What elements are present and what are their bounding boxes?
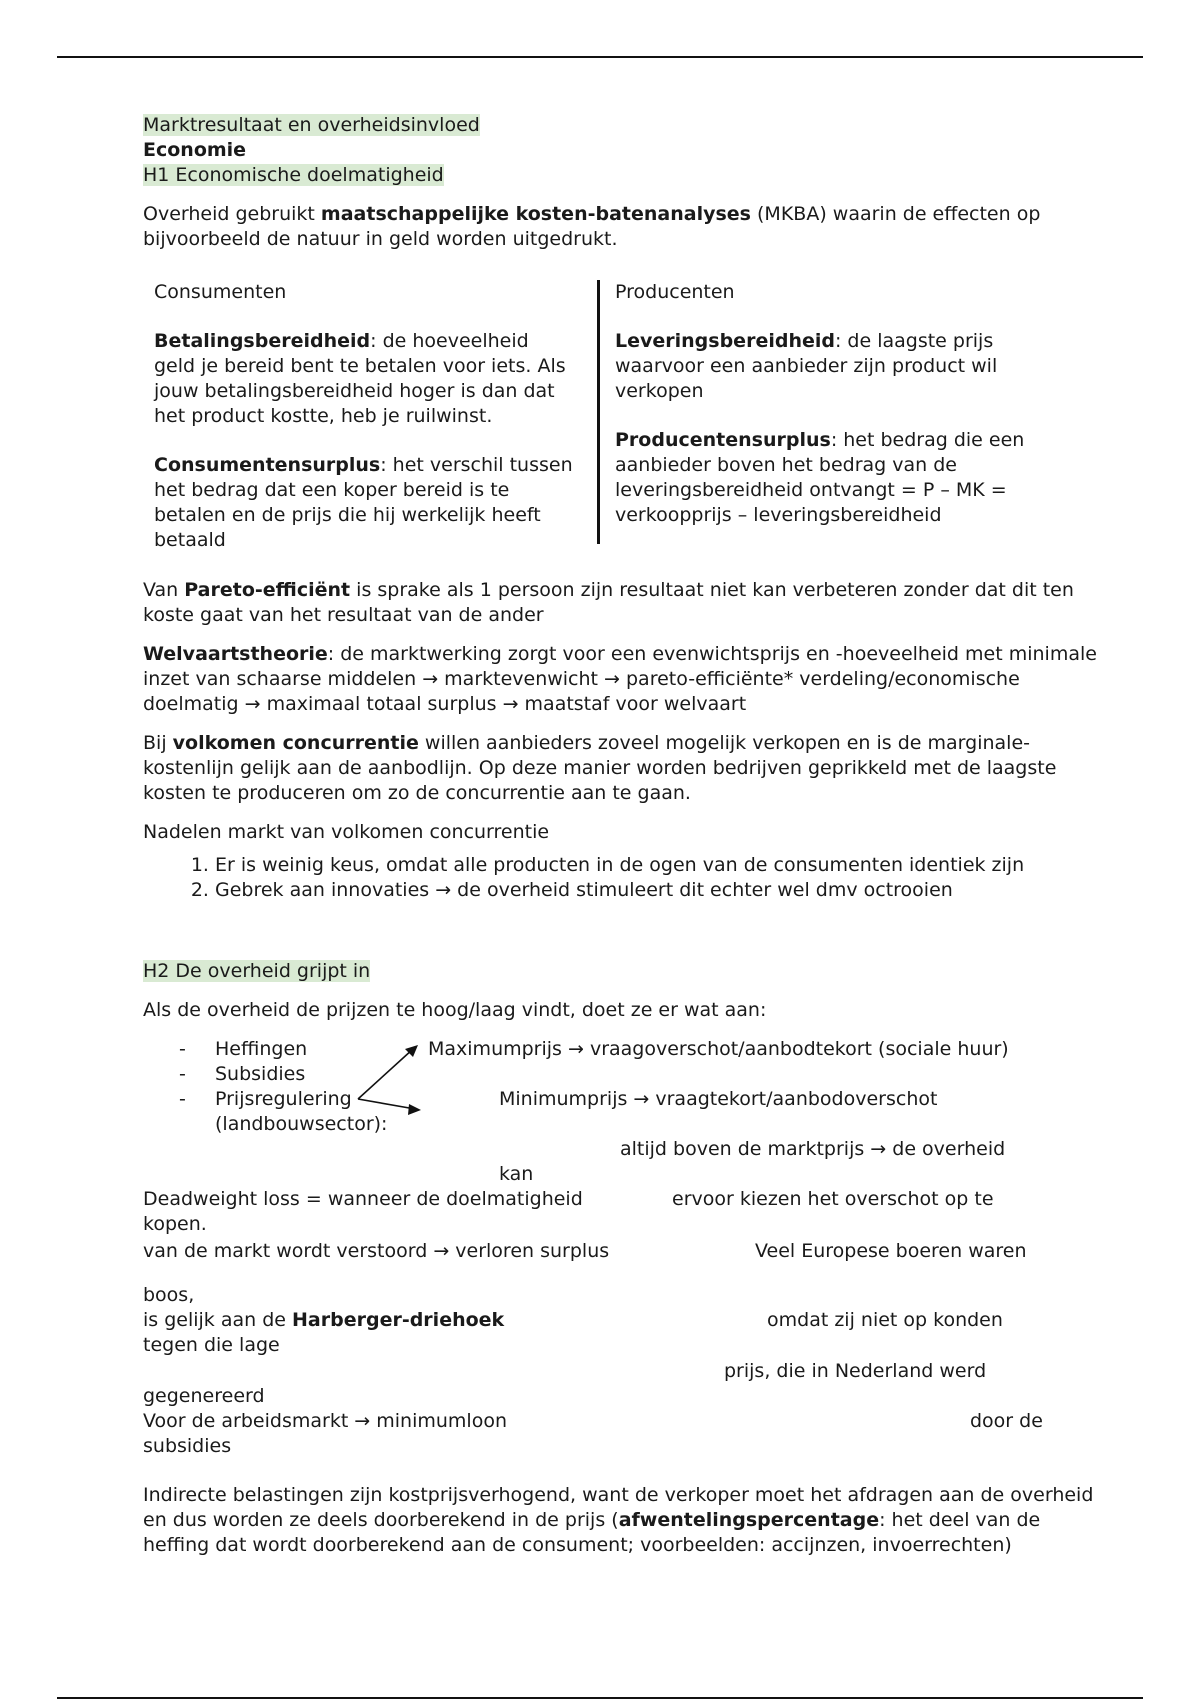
right-line-3: ervoor kiezen het overschot op te xyxy=(672,1188,994,1210)
comparison-columns xyxy=(143,280,1103,578)
leveringsbereidheid-definition: Leveringsbereidheid: de laagste prijs waarvoor een aanbieder zijn product wil verkopen xyxy=(615,330,998,402)
left-line-12: subsidies xyxy=(143,1435,232,1457)
left-line-4: kopen. xyxy=(143,1213,207,1235)
minimumloon-line: Voor de arbeidsmarkt → minimumloon xyxy=(143,1410,508,1432)
welvaartstheorie-paragraph: Welvaartstheorie: de marktwerking zorgt voor een evenwichtsprijs en -hoeveelheid met minimale inzet van schaarse middelen → marktevenwicht → pareto-efficiënte* verdeling/economische doelmatig → maximaal totaal surplus → maatstaf voor welvaart xyxy=(143,643,1097,715)
bullet-prijsregulering: Prijsregulering xyxy=(215,1088,352,1110)
doc-title: Marktresultaat en overheidsinvloed xyxy=(143,114,480,136)
ingrijpen-intro: Als de overheid de prijzen te hoog/laag vindt, doet ze er wat aan: xyxy=(143,999,767,1021)
dash-bullet: - xyxy=(179,1063,186,1085)
list-item: 1. Er is weinig keus, omdat alle producten in de ogen van de consumenten identiek zijn xyxy=(215,853,1103,878)
dash-bullet: - xyxy=(179,1038,186,1060)
dash-bullet: - xyxy=(179,1088,186,1110)
bullet-heffingen: Heffingen xyxy=(215,1038,308,1060)
producenten-column xyxy=(615,280,1055,528)
consumenten-heading: Consumenten xyxy=(154,281,287,303)
section-heading-h1: H1 Economische doelmatigheid xyxy=(143,164,444,186)
pareto-paragraph: Van Pareto-efficiënt is sprake als 1 persoon zijn resultaat niet kan verbeteren zonder dat dit ten koste gaat van het resultaat van de ander xyxy=(143,579,1074,626)
bullet-subsidies: Subsidies xyxy=(215,1063,306,1085)
nadelen-heading: Nadelen markt van volkomen concurrentie xyxy=(143,821,550,843)
minimumprijs-text: Minimumprijs → vraagtekort/aanbodoverschot xyxy=(499,1088,938,1110)
consumenten-column xyxy=(154,280,574,553)
producentensurplus-definition: Producentensurplus: het bedrag die een aanbieder boven het bedrag van de leveringsbereidheid ontvangt = P – MK = verkoopprijs – leveringsbereidheid xyxy=(615,429,1025,526)
document-body xyxy=(143,113,1103,1558)
column-divider xyxy=(597,280,600,544)
right-line-5: Veel Europese boeren waren xyxy=(755,1240,1027,1262)
consumentensurplus-definition: Consumentensurplus: het verschil tussen het bedrag dat een koper bereid is te betalen en de prijs die hij werkelijk heeft betaald xyxy=(154,454,573,551)
top-rule xyxy=(57,56,1143,58)
intro-paragraph: Overheid gebruikt maatschappelijke kosten-batenanalyses (MKBA) waarin de effecten op bijvoorbeeld de natuur in geld worden uitgedrukt. xyxy=(143,203,1041,250)
right-line-11: door de xyxy=(970,1410,1043,1432)
right-line-2: kan xyxy=(499,1163,534,1185)
harberger-line: is gelijk aan de Harberger-driehoek xyxy=(143,1309,505,1331)
branch-arrows-icon xyxy=(143,1037,443,1127)
right-line-7: omdat zij niet op konden xyxy=(767,1309,1003,1331)
concurrentie-paragraph: Bij volkomen concurrentie willen aanbieders zoveel mogelijk verkopen en is de marginale-kostenlijn gelijk aan de aanbodlijn. Op deze manier worden bedrijven geprikkeld met de laagste kosten te produceren om zo de concurrentie aan te gaan. xyxy=(143,732,1057,804)
maximumprijs-text: Maximumprijs → vraagoverschot/aanbodtekort (sociale huur) xyxy=(428,1038,1009,1060)
indirecte-belastingen-paragraph: Indirecte belastingen zijn kostprijsverhogend, want de verkoper moet het afdragen aan de overheid en dus worden ze deels doorberekend in de prijs (afwentelingspercentage: het deel van de heffing dat wordt doorberekend aan de consument; voorbeelden: accijnzen, invoerrechten) xyxy=(143,1484,1094,1556)
left-line-6: boos, xyxy=(143,1284,195,1306)
right-line-9: prijs, die in Nederland werd xyxy=(724,1360,987,1382)
subject-heading: Economie xyxy=(143,139,247,161)
nadelen-list xyxy=(143,853,1103,903)
right-line-1: altijd boven de marktprijs → de overheid xyxy=(620,1138,1006,1160)
left-line-5: van de markt wordt verstoord → verloren surplus xyxy=(143,1240,610,1262)
section-heading-h2: H2 De overheid grijpt in xyxy=(143,960,371,982)
left-line-10: gegenereerd xyxy=(143,1385,265,1407)
left-line-8: tegen die lage xyxy=(143,1334,280,1356)
deadweight-loss-line: Deadweight loss = wanneer de doelmatigheid xyxy=(143,1188,583,1210)
overheid-ingrijpen-block-cont xyxy=(143,1283,1103,1483)
betalingsbereidheid-definition: Betalingsbereidheid: de hoeveelheid geld je bereid bent te betalen voor iets. Als jouw betalingsbereidheid hoger is dan dat het product kostte, heb je ruilwinst. xyxy=(154,330,566,427)
list-item: 2. Gebrek aan innovaties → de overheid stimuleert dit echter wel dmv octrooien xyxy=(215,878,1103,903)
overheid-ingrijpen-block xyxy=(143,1037,1103,1297)
producenten-heading: Producenten xyxy=(615,281,735,303)
bottom-rule xyxy=(57,1697,1143,1699)
bullet-prijsregulering-cont: (landbouwsector): xyxy=(215,1113,388,1135)
